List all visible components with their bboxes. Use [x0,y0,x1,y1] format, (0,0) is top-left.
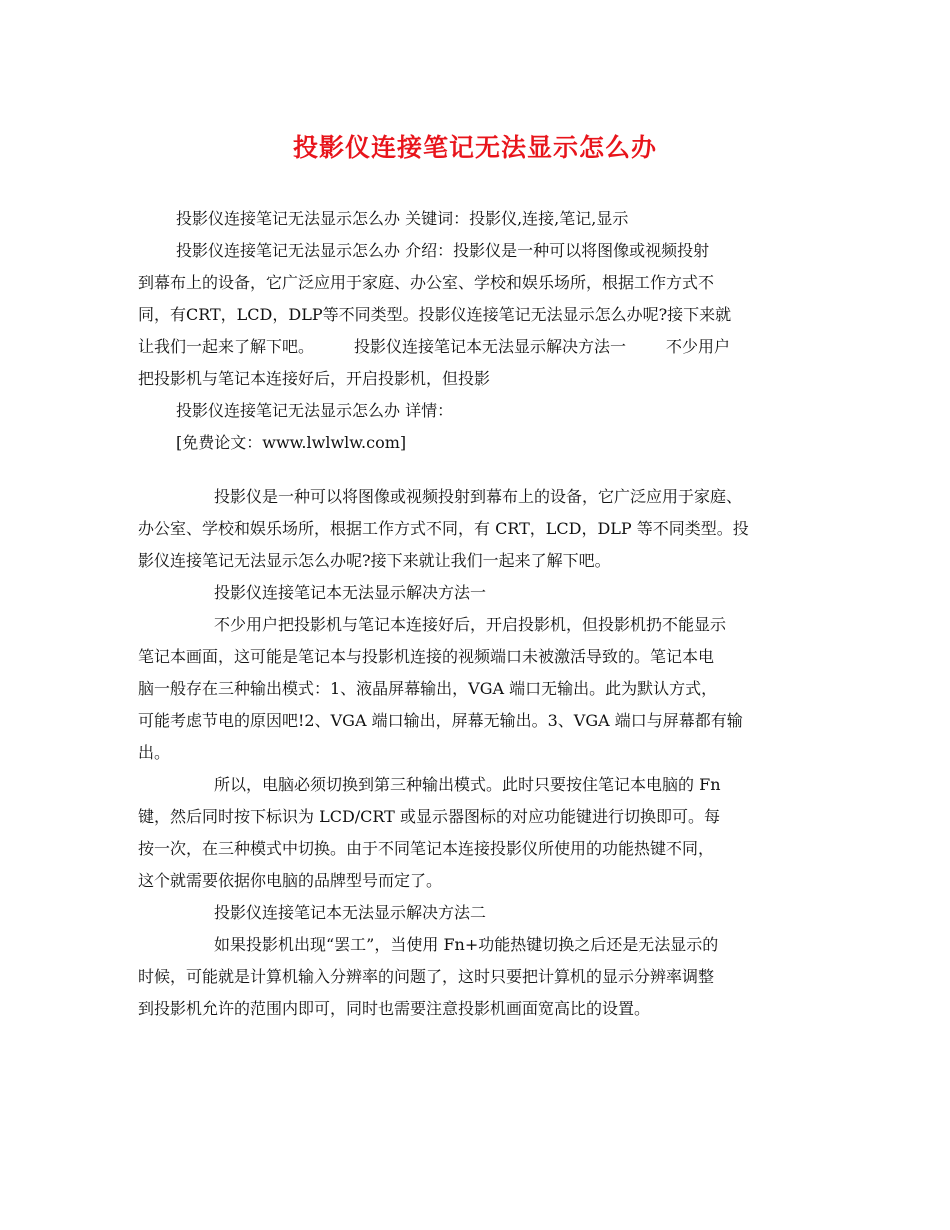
paragraph-line: 脑一般存在三种输出模式：1、液晶屏幕输出，VGA 端口无输出。此为默认方式， [138,679,718,698]
intro-text-fragment: 不少用户 [666,337,731,356]
details-line: 投影仪连接笔记无法显示怎么办 详情： [176,401,454,420]
summary-section [138,203,818,459]
intro-line: 把投影机与笔记本连接好后，开启投影机，但投影 [138,369,491,388]
intro-line: 到幕布上的设备，它广泛应用于家庭、办公室、学校和娱乐场所，根据工作方式不 [138,273,715,292]
paragraph-line: 按一次，在三种模式中切换。由于不同笔记本连接投影仪所使用的功能热键不同， [138,839,715,858]
paragraph-line: 影仪连接笔记无法显示怎么办呢?接下来就让我们一起来了解下吧。 [138,551,611,570]
paragraph-line: 出。 [138,743,171,762]
section-heading: 投影仪连接笔记本无法显示解决方法二 [214,903,487,922]
paragraph-line: 所以，电脑必须切换到第三种输出模式。此时只要按住笔记本电脑的 Fn [214,775,721,794]
intro-line: 让我们一起来了解下吧。 [138,337,315,356]
paragraph-line: 键，然后同时按下标识为 LCD/CRT 或显示器图标的对应功能键进行切换即可。每 [138,807,720,826]
intro-line: 同，有CRT，LCD，DLP等不同类型。投影仪连接笔记无法显示怎么办呢?接下来就 [138,305,732,324]
intro-line-mixed [138,331,818,363]
keywords-line: 投影仪连接笔记无法显示怎么办 关键词：投影仪,连接,笔记,显示 [176,209,629,228]
paragraph-line: 如果投影机出现“罢工”，当使用 Fn+功能热键切换之后还是无法显示的 [214,935,719,954]
paragraph-line: 可能考虑节电的原因吧!2、VGA 端口输出，屏幕无输出。3、VGA 端口与屏幕都有输 [138,711,743,730]
paragraph-line: 笔记本画面，这可能是笔记本与投影机连接的视频端口未被激活导致的。笔记本电 [138,647,715,666]
paragraph-line: 投影仪是一种可以将图像或视频投射到幕布上的设备，它广泛应用于家庭、 [214,487,743,506]
section-heading: 投影仪连接笔记本无法显示解决方法一 [214,583,487,602]
intro-line: 投影仪连接笔记无法显示怎么办 介绍：投影仪是一种可以将图像或视频投射 [176,241,710,260]
document-title: 投影仪连接笔记无法显示怎么办 [292,133,657,162]
source-line: [免费论文：www.lwlwlw.com] [176,433,407,452]
paragraph-line: 办公室、学校和娱乐场所，根据工作方式不同，有 CRT，LCD，DLP 等不同类型。投 [138,519,749,538]
body-section [138,481,818,1025]
paragraph-line: 不少用户把投影机与笔记本连接好后，开启投影机，但投影机扔不能显示 [214,615,727,634]
intro-heading-fragment: 投影仪连接笔记本无法显示解决方法一 [354,337,627,356]
paragraph-line: 到投影机允许的范围内即可，同时也需要注意投影机画面宽高比的设置。 [138,999,651,1018]
paragraph-line: 这个就需要依据你电脑的品牌型号而定了。 [138,871,443,890]
paragraph-line: 时候，可能就是计算机输入分辨率的问题了，这时只要把计算机的显示分辨率调整 [138,967,715,986]
